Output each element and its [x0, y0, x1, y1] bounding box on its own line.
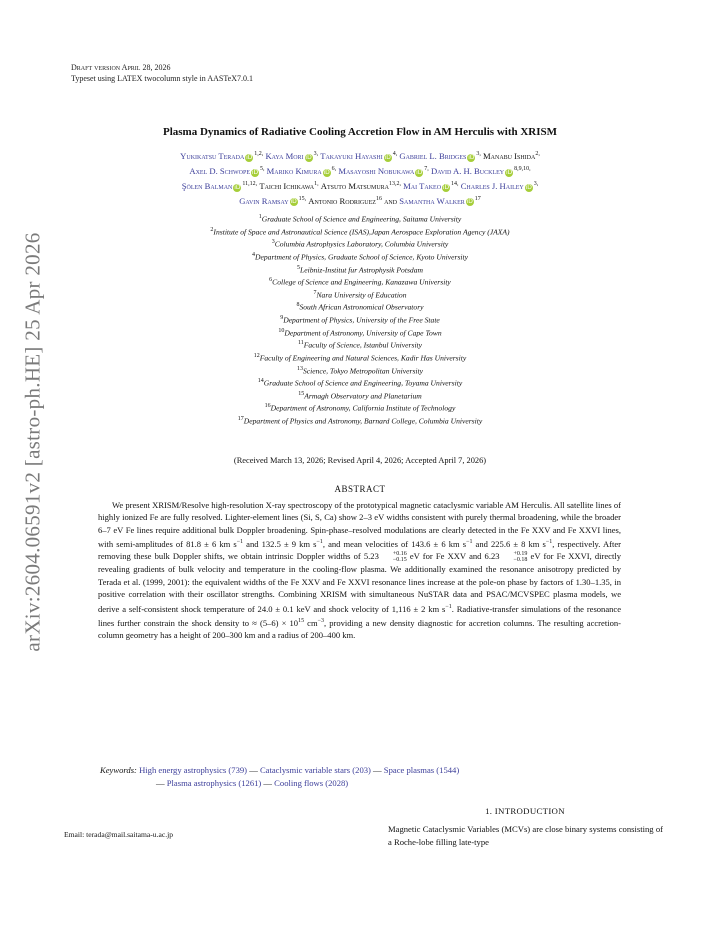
typeset-line: Typeset using LATEX twocolumn style in AASTeX7.0.1	[71, 74, 253, 83]
orcid-icon[interactable]: iD	[468, 153, 475, 161]
abstract-body: We present XRISM/Resolve high-resolution X-ray spectroscopy of the prototypical magnetic cataclysmic variable AM Herculis. All satellite lines of highly ionized Fe are fully resolved. Lighter-element lines (Si, S, Ca) show 2–3 eV widths consistent with purely thermal broadening, while the broader 6–7 eV Fe lines require additional bulk Doppler broadening. Spin-phase–resolved modulations are clearly detected in the Fe XXV and Fe XXVI lines, with semi-amplitudes of 81.8 ± 6 km $s^{-1}$ and 132.5 ± 9 km $s^{-1}$, and mean velocities of 143.6 ± 6 km $s^{-1}$ and 225.6 ± 8 km $s^{-1}$, respectively. After removing these bulk Doppler shifts, we obtain intrinsic Doppler widths of 5.23 +0.16 −0.15 eV for Fe XXV and 6.23 +0.19 −0.18 eV for Fe XXVI, directly revealing gradients of bulk velocity and temperature in the cooling-flow plasma. We additionally examined the resonance anisotropy predicted by Terada et al. (1999, 2001): the equivalent widths of the Fe XXV and Fe XXVI resonance lines increase at the pole-on phase by factors of 1.30–1.35, in positive correlation with their oscillator strengths. Combining XRISM with simultaneous NuSTAR data and PSAC/MCVSPEC plasma models, we derive a self-consistent shock temperature of 24.0 ± 0.1 keV and shock velocity of 1,116 ± 2 km $s^{-1}$. Radiative-transfer simulations of the resonance lines further constrain the shock density to ≈ $(5-6) \times 10^{15}$ $cm^{-3}$, providing a new density diagnostic for accretion columns. The resulting accretion-column geometry has a height of 200–300 km and a radius of 200–400 km.	[98, 500, 622, 641]
paper-title: Plasma Dynamics of Radiative Cooling Accretion Flow in AM Herculis with XRISM	[162, 126, 558, 138]
affiliation-item: $^8$South African Astronomical Observatory	[296, 302, 424, 312]
author-affiliation-marker: 3,	[476, 151, 481, 157]
author-affiliation-marker: 13,2,	[389, 180, 401, 187]
orcid-icon[interactable]: iD	[466, 198, 473, 206]
author-affiliation-marker: 16	[375, 195, 382, 202]
affiliation-item: $^{11}$Faculty of Science, Istanbul University	[297, 340, 423, 350]
keywords-label: Keywords:	[100, 765, 137, 775]
orcid-icon[interactable]: iD	[442, 183, 450, 191]
arxiv-stamp	[18, 232, 48, 652]
affiliation-item: $^{15}$Armagh Observatory and Planetarium	[298, 390, 422, 401]
author-name[interactable]: Takayuki Hayashi	[320, 150, 383, 161]
draft-header	[71, 62, 253, 84]
author-name: Atsuto Matsumura	[320, 180, 389, 191]
affiliation-item: $^5$Leibniz-Institut fur Astrophysik Potsdam	[297, 264, 423, 275]
affiliation-item: $^4$Department of Physics, Graduate School of Science, Kyoto University	[252, 251, 468, 262]
author-and: and	[381, 195, 400, 206]
author-name: Manabu Ishida	[483, 150, 536, 161]
author-affiliation-marker: 7,	[424, 165, 429, 172]
affiliation-item: $^9$Department of Physics, University of the Free State	[280, 315, 440, 325]
author-name[interactable]: Gabriel L. Bridges	[399, 150, 467, 161]
affiliation-item: $^3$Columbia Astrophysics Laboratory, Columbia University	[271, 239, 449, 249]
keyword-link-4[interactable]: Cooling flows (2028)	[274, 778, 349, 788]
author-affiliation-marker: 6,	[331, 165, 337, 172]
author-affiliation-marker: 1,	[314, 180, 319, 187]
author-name[interactable]: David A. H. Buckley	[430, 165, 505, 176]
orcid-icon[interactable]: iD	[251, 168, 259, 176]
affiliation-item: $^7$Nara University of Education	[313, 289, 407, 300]
author-list	[80, 148, 640, 207]
author-name[interactable]: Charles J. Hailey	[460, 180, 524, 191]
author-affiliation-marker: 4,	[392, 151, 398, 157]
orcid-icon[interactable]: iD	[525, 183, 532, 191]
orcid-icon[interactable]: iD	[234, 183, 241, 191]
author-affiliation-marker: 17	[474, 195, 481, 202]
author-name[interactable]: Masayoshi Nobukawa	[338, 165, 415, 176]
affiliation-item: $^{14}$Graduate School of Science and Engineering, Toyama University	[257, 378, 463, 388]
author-name: Taichi Ichikawa	[259, 180, 315, 191]
affiliation-item: $^{12}$Faculty of Engineering and Natural Sciences, Kadir Has University	[253, 352, 467, 363]
affiliation-item: $^6$College of Science and Engineering, Kanazawa University	[269, 277, 451, 287]
orcid-icon[interactable]: iD	[416, 168, 423, 176]
orcid-icon[interactable]: iD	[505, 168, 513, 176]
affiliation-item: $^{17}$Department of Physics and Astronomy, Barnard College, Columbia University	[237, 416, 483, 426]
orcid-icon[interactable]: iD	[290, 198, 297, 206]
footnote-email: Email: terada@mail.saitama-u.ac.jp	[64, 830, 174, 839]
author-name[interactable]: Kaya Mori	[265, 150, 304, 161]
author-name[interactable]: Şölen Balman	[181, 180, 233, 191]
affiliation-list	[80, 212, 640, 427]
author-name[interactable]: Gavin Ramsay	[239, 195, 289, 206]
author-name[interactable]: Mariko Kimura	[266, 165, 322, 176]
keywords: Keywords: High energy astrophysics (739) — Cataclysmic variable stars (203) — Space plasmas (1544) — Plasma astrophysics (1261) — Cooling flows (2028)	[100, 765, 460, 788]
orcid-icon[interactable]: iD	[246, 153, 253, 161]
author-affiliation-marker: 5,	[260, 165, 265, 172]
affiliation-item: $^{16}$Department of Astronomy, California Institute of Technology	[264, 403, 456, 413]
affiliation-item: $^2$Institute of Space and Astronautical Science (ISAS),Japan Aerospace Exploration Agency (JAXA)	[210, 226, 510, 237]
affiliation-item: $^1$Graduate School of Science and Engineering, Saitama University	[258, 214, 462, 224]
author-name[interactable]: Yukikatsu Terada	[180, 150, 245, 161]
affiliation-item: $^{10}$Department of Astronomy, University of Cape Town	[278, 327, 442, 338]
author-affiliation-marker: 3,	[313, 151, 319, 157]
author-name[interactable]: Samantha Walker	[399, 195, 465, 206]
author-affiliation-marker: 15,	[298, 195, 307, 202]
author-affiliation-marker: 2,	[535, 151, 540, 157]
author-name[interactable]: Axel D. Schwope	[189, 165, 250, 176]
orcid-icon[interactable]: iD	[384, 153, 391, 161]
author-name: Antonio Rodriguez	[308, 195, 376, 206]
keyword-link-3[interactable]: Plasma astrophysics (1261)	[166, 778, 262, 788]
introduction-text: Magnetic Cataclysmic Variables (MCVs) are close binary systems consisting of a Roche-lobe filling late-type	[388, 824, 663, 847]
orcid-icon[interactable]: iD	[305, 153, 312, 161]
author-affiliation-marker: 3,	[533, 180, 539, 187]
section-heading-introduction: 1. INTRODUCTION	[485, 806, 565, 816]
author-affiliation-marker: 1,2,	[254, 151, 264, 157]
orcid-icon[interactable]: iD	[323, 168, 330, 176]
abstract-heading: ABSTRACT	[334, 484, 386, 494]
author-name[interactable]: Mai Takeo	[403, 180, 442, 191]
keyword-link-1[interactable]: Cataclysmic variable stars (203)	[259, 765, 371, 775]
author-affiliation-marker: 8,9,10,	[514, 165, 531, 172]
author-affiliation-marker: 11,12,	[242, 180, 258, 187]
arxiv-stamp-text: arXiv:2604.06591v2 [astro-ph.HE] 25 Apr 2026	[20, 232, 45, 652]
affiliation-item: $^{13}$Science, Tokyo Metropolitan University	[296, 365, 424, 376]
draft-version: Draft version April 28, 2026	[71, 63, 171, 72]
keyword-link-0[interactable]: High energy astrophysics (739)	[139, 765, 248, 775]
keyword-link-2[interactable]: Space plasmas (1544)	[383, 765, 460, 775]
author-affiliation-marker: 14,	[451, 180, 459, 187]
received-dates: (Received March 13, 2026; Revised April 4, 2026; Accepted April 7, 2026)	[233, 456, 487, 465]
